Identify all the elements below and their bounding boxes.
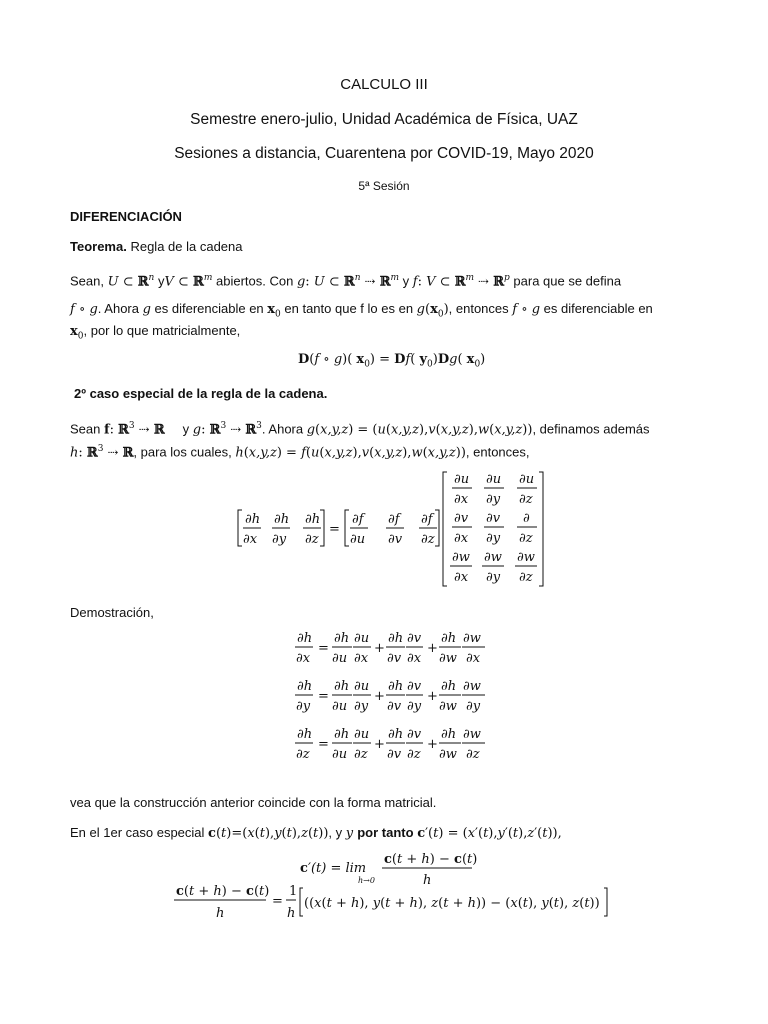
svg-text:∂u: ∂u [350, 532, 366, 547]
svg-text:∂x: ∂x [354, 651, 369, 666]
svg-text:c(t + h) − c(t): c(t + h) − c(t) [176, 884, 270, 899]
svg-text:∂z: ∂z [519, 492, 533, 507]
svg-text:c: c [300, 861, 308, 876]
svg-text:∂f: ∂f [388, 512, 400, 527]
svg-text:∂z: ∂z [296, 747, 310, 762]
text-run: , entonces [448, 301, 513, 316]
svg-text:∂x: ∂x [466, 651, 481, 666]
demo-label: Demostración, [70, 605, 154, 620]
case1-line: En el 1er caso especial c(t)=(x(t),y(t),z(t)), y y por tanto c′(t) = (x′(t),y′(t),z′(t)), [70, 825, 562, 841]
svg-text:((x(t + h), y(t + h), z(t + h): ((x(t + h), y(t + h), z(t + h)) − (x(t), y(t), z(t)) [304, 896, 600, 911]
svg-text:∂w: ∂w [463, 727, 481, 742]
svg-text:∂u: ∂u [354, 679, 370, 694]
svg-text:c(t + h) − c(t): c(t + h) − c(t) [384, 852, 478, 867]
svg-text:∂x: ∂x [454, 492, 469, 507]
svg-text:∂v: ∂v [387, 747, 402, 762]
paragraph-line-2: f ∘ g. Ahora g es diferenciable en $x_0$ en tanto que f lo es en $g(x_0)$, entonces f ∘ g es diferenciable en [70, 301, 653, 320]
svg-text:∂w: ∂w [517, 550, 535, 565]
theorem-heading [70, 239, 720, 255]
svg-text:∂x: ∂x [296, 651, 311, 666]
svg-text:∂f: ∂f [352, 512, 364, 527]
svg-text:∂: ∂ [523, 511, 530, 526]
svg-text:∂y: ∂y [486, 570, 501, 585]
text-run: , para los cuales, [133, 444, 236, 460]
svg-text:∂y: ∂y [486, 531, 501, 546]
text-run: es diferenciable en [540, 301, 653, 316]
svg-text:1: 1 [289, 884, 298, 899]
svg-text:=: = [329, 522, 340, 537]
svg-text:∂w: ∂w [463, 631, 481, 646]
svg-text:∂v: ∂v [387, 699, 402, 714]
svg-text:∂z: ∂z [407, 747, 421, 762]
svg-text:∂x: ∂x [407, 651, 422, 666]
svg-text:∂u: ∂u [454, 472, 470, 487]
text-run: es diferenciable en [150, 301, 268, 316]
svg-text:∂h: ∂h [388, 631, 404, 646]
difference-quotient-equation [172, 880, 612, 926]
svg-text:∂h: ∂h [441, 631, 457, 646]
svg-text:∂u: ∂u [332, 747, 348, 762]
svg-text:∂z: ∂z [354, 747, 368, 762]
paragraph-line-3: $x_0$, por lo que matricialmente, [70, 323, 241, 342]
svg-text:∂h: ∂h [388, 679, 404, 694]
svg-text:=: = [318, 641, 329, 656]
svg-text:∂w: ∂w [439, 651, 457, 666]
svg-text:∂z: ∂z [466, 747, 480, 762]
svg-text:∂y: ∂y [407, 699, 422, 714]
remark-line: vea que la construcción anterior coincide con la forma matricial. [70, 795, 437, 810]
svg-text:∂h: ∂h [305, 512, 321, 527]
svg-text:h: h [287, 906, 296, 921]
text-run: . Ahora [97, 301, 143, 316]
svg-text:∂v: ∂v [486, 511, 501, 526]
svg-text:∂y: ∂y [296, 699, 311, 714]
svg-text:+: + [427, 737, 438, 752]
svg-text:∂h: ∂h [388, 727, 404, 742]
svg-text:+: + [374, 737, 385, 752]
svg-text:∂y: ∂y [486, 492, 501, 507]
case2-heading: 2º caso especial de la regla de la cadena. [74, 386, 328, 401]
svg-text:∂x: ∂x [454, 531, 469, 546]
svg-text:∂z: ∂z [519, 570, 533, 585]
document-title: CALCULO III [340, 76, 428, 93]
svg-text:∂y: ∂y [466, 699, 481, 714]
svg-text:∂z: ∂z [421, 532, 435, 547]
text-run: abiertos. Con [212, 273, 297, 289]
svg-text:∂u: ∂u [354, 727, 370, 742]
svg-text:′(t) = lim: ′(t) = lim [308, 861, 367, 876]
svg-text:∂w: ∂w [452, 550, 470, 565]
svg-text:+: + [427, 689, 438, 704]
svg-text:∂v: ∂v [388, 532, 403, 547]
svg-text:∂f: ∂f [421, 512, 433, 527]
theorem-name: Regla de la cadena [126, 239, 243, 254]
svg-text:∂y: ∂y [354, 699, 369, 714]
svg-text:∂u: ∂u [486, 472, 502, 487]
svg-text:∂h: ∂h [245, 512, 261, 527]
text-run: , definamos además [532, 421, 650, 437]
svg-text:∂v: ∂v [454, 511, 469, 526]
svg-text:+: + [427, 641, 438, 656]
svg-text:∂h: ∂h [334, 727, 350, 742]
svg-text:∂x: ∂x [243, 532, 258, 547]
svg-text:∂h: ∂h [334, 631, 350, 646]
svg-text:+: + [374, 689, 385, 704]
equation-dh-dz [295, 727, 485, 762]
chain-rule-equation: D(f ∘ g)( $x_0) = Df$( $y_0)Dg$( $x_0$) [298, 352, 486, 370]
svg-text:∂v: ∂v [407, 631, 422, 646]
svg-text:∂u: ∂u [332, 699, 348, 714]
svg-text:h: h [216, 906, 225, 921]
svg-text:∂x: ∂x [454, 570, 469, 585]
svg-text:+: + [374, 641, 385, 656]
svg-text:h: h [423, 873, 432, 888]
svg-text:∂w: ∂w [439, 747, 457, 762]
svg-text:=: = [318, 689, 329, 704]
svg-text:∂z: ∂z [519, 531, 533, 546]
svg-text:∂w: ∂w [439, 699, 457, 714]
svg-text:=: = [318, 737, 329, 752]
text-run: Sean [70, 421, 104, 437]
svg-text:∂h: ∂h [274, 512, 290, 527]
svg-text:=: = [272, 894, 283, 909]
theorem-label: Teorema. [70, 239, 127, 254]
svg-text:∂y: ∂y [272, 532, 287, 547]
text-run: , entonces, [465, 444, 530, 460]
svg-text:∂u: ∂u [519, 472, 535, 487]
document-subtitle: Semestre enero-julio, Unidad Académica de Física, UAZ [190, 111, 578, 128]
paragraph-line-1: Sean, U ⊂ ℝ$^n$ yV ⊂ ℝ$^m$ abiertos. Con g: U ⊂ ℝ$^n$ ⇢ ℝ$^m$ y f: V ⊂ ℝ$^m$ ⇢ ℝ$^p$ para que se defina [70, 273, 622, 290]
svg-text:∂h: ∂h [441, 727, 457, 742]
svg-text:∂u: ∂u [354, 631, 370, 646]
svg-text:h→0: h→0 [358, 876, 375, 885]
demonstration-equations [290, 628, 500, 774]
document-sessions-line: Sesiones a distancia, Cuarentena por COVID-19, Mayo 2020 [174, 145, 594, 162]
svg-text:∂v: ∂v [407, 727, 422, 742]
text-run: Sean, [70, 273, 108, 289]
svg-text:∂w: ∂w [463, 679, 481, 694]
text-run: , y [328, 825, 346, 840]
case2-line-1: Sean f: ℝ$^3$ ⇢ ℝ y g: ℝ$^3$ ⇢ ℝ$^3$. Ahora g(x,y,z) = (u(x,y,z),v(x,y,z),w(x,y,z)), definamos además [70, 421, 650, 438]
session-number: 5ª Sesión [358, 179, 410, 193]
svg-text:∂h: ∂h [297, 631, 313, 646]
svg-text:∂u: ∂u [332, 651, 348, 666]
text-run: en tanto que f lo es en [280, 301, 417, 316]
equation-dh-dx [295, 631, 485, 666]
section-heading: DIFERENCIACIÓN [70, 209, 182, 224]
svg-text:∂w: ∂w [484, 550, 502, 565]
text-run: , por lo que matricialmente, [83, 323, 241, 338]
svg-text:∂z: ∂z [305, 532, 319, 547]
svg-text:∂h: ∂h [297, 727, 313, 742]
svg-text:∂v: ∂v [387, 651, 402, 666]
text-run: En el 1er caso especial [70, 825, 209, 840]
case2-line-2: h: ℝ$^3$ ⇢ ℝ, para los cuales, h(x,y,z) = f(u(x,y,z),v(x,y,z),w(x,y,z)), entonces, [70, 444, 530, 461]
svg-text:∂h: ∂h [334, 679, 350, 694]
svg-text:∂h: ∂h [441, 679, 457, 694]
text-run: por tanto [357, 825, 414, 840]
jacobian-matrix-equation [228, 466, 558, 590]
equation-dh-dy [295, 679, 485, 714]
text-run: . Ahora [261, 421, 307, 437]
svg-text:∂v: ∂v [407, 679, 422, 694]
svg-text:∂h: ∂h [297, 679, 313, 694]
text-run: para que se defina [509, 273, 622, 289]
